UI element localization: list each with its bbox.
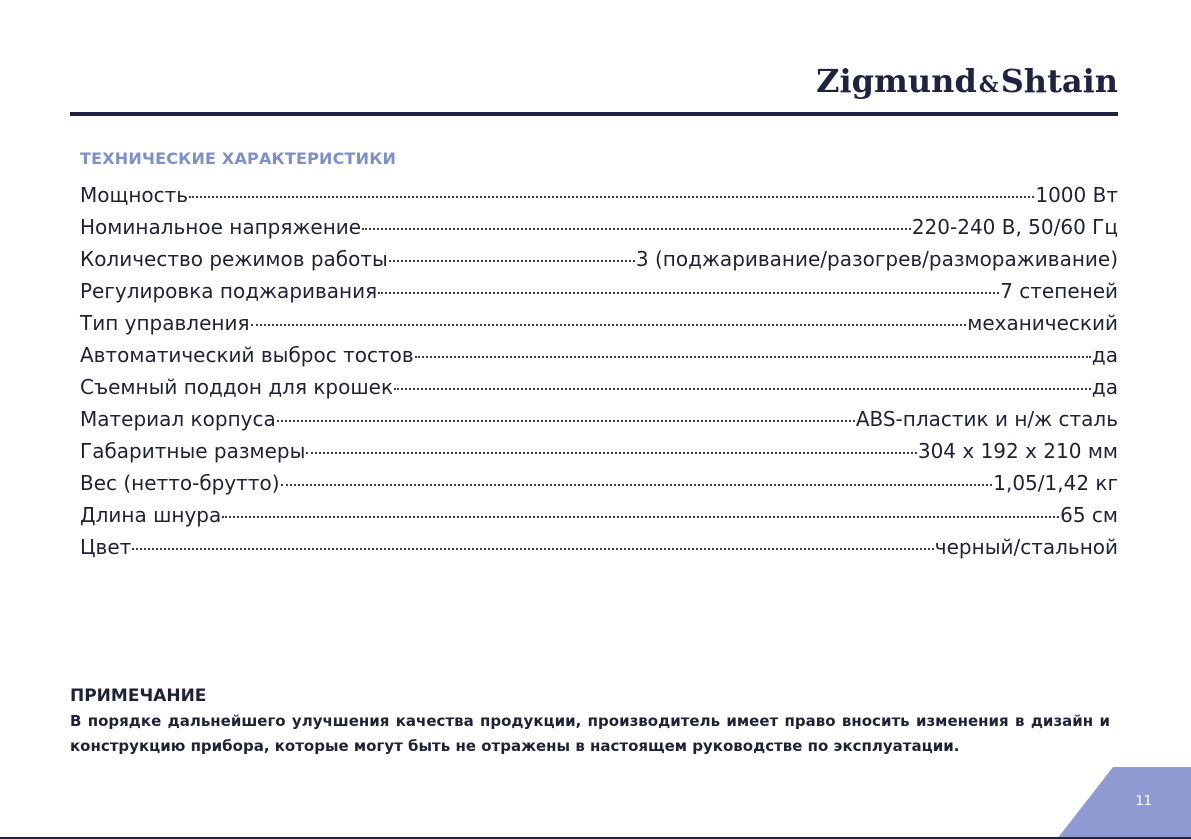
brand-name-tail: Shtain — [1000, 62, 1118, 100]
note-text: В порядке дальнейшего улучшения качества продукции, производитель имеет право вносить изменения в дизайн и конструкцию прибора, которые могут быть не отражены в настоящем руководстве по эксплуатации. — [70, 712, 1110, 755]
spec-value: 1,05/1,42 кг — [993, 471, 1118, 495]
dot-leader — [277, 400, 855, 422]
spec-label: Регулировка поджаривания — [80, 279, 378, 303]
spec-label: Тип управления — [80, 311, 250, 335]
corner-decoration — [1057, 767, 1191, 839]
spec-list — [80, 180, 1118, 564]
brand-logo — [816, 62, 1118, 100]
dot-leader — [306, 432, 916, 454]
spec-label: Длина шнура — [80, 503, 222, 527]
spec-value: да — [1091, 343, 1118, 367]
dot-leader — [362, 208, 911, 230]
spec-label: Вес (нетто-брутто) — [80, 471, 280, 495]
spec-value: 7 степеней — [1000, 279, 1118, 303]
brand-ampersand: & — [978, 72, 999, 98]
spec-label: Номинальное напряжение — [80, 215, 362, 239]
dot-leader — [281, 464, 993, 486]
spec-value: 65 см — [1060, 503, 1118, 527]
dot-leader — [222, 496, 1059, 518]
spec-value: 1000 Вт — [1035, 183, 1118, 207]
dot-leader — [251, 304, 967, 326]
spec-label: Материал корпуса — [80, 407, 276, 431]
spec-value: черный/стальной — [934, 535, 1118, 559]
spec-value: 304 х 192 х 210 мм — [917, 439, 1118, 463]
spec-value: 220-240 В, 50/60 Гц — [911, 215, 1118, 239]
dot-leader — [378, 272, 999, 294]
spec-value: 3 (поджаривание/разогрев/размораживание) — [635, 247, 1118, 271]
dot-leader — [389, 240, 635, 262]
page-number: 11 — [1135, 794, 1152, 809]
spec-value: ABS-пластик и н/ж сталь — [855, 407, 1118, 431]
spec-value: да — [1091, 375, 1118, 399]
spec-label: Съемный поддон для крошек — [80, 375, 394, 399]
spec-value: механический — [967, 311, 1118, 335]
dot-leader — [132, 528, 934, 550]
brand-name-main: Zigmund — [816, 62, 977, 100]
section-title: ТЕХНИЧЕСКИЕ ХАРАКТЕРИСТИКИ — [80, 149, 397, 168]
dot-leader — [189, 176, 1034, 198]
spec-label: Габаритные размеры — [80, 439, 306, 463]
spec-label: Мощность — [80, 183, 189, 207]
note-title: ПРИМЕЧАНИЕ — [70, 686, 207, 706]
spec-row — [80, 532, 1118, 564]
header-divider — [70, 112, 1118, 116]
spec-label: Количество режимов работы — [80, 247, 388, 271]
dot-leader — [394, 368, 1091, 390]
spec-label: Автоматический выброс тостов — [80, 343, 414, 367]
spec-label: Цвет — [80, 535, 132, 559]
dot-leader — [415, 336, 1091, 358]
